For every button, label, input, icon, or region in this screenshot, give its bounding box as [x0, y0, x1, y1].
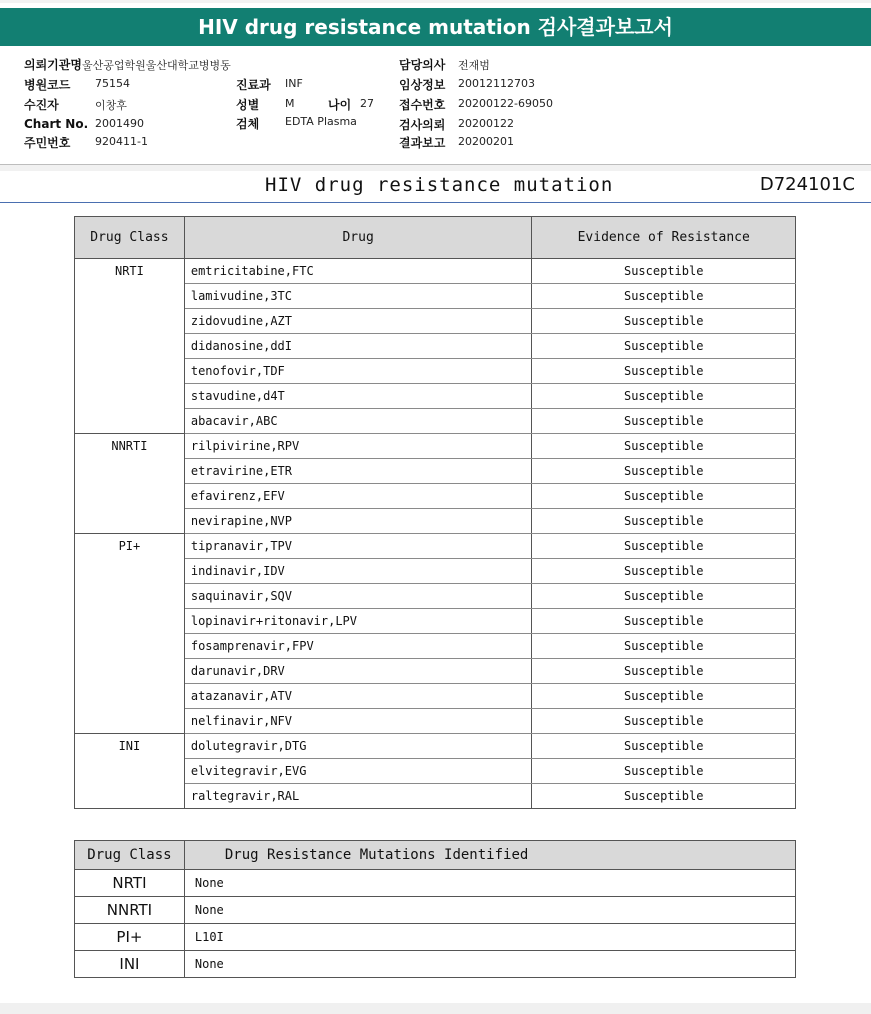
header-evidence: Evidence of Resistance — [532, 217, 796, 259]
drug-cell: dolutegravir,DTG — [184, 734, 532, 759]
drug-class-cell: NNRTI — [75, 434, 185, 534]
chart-no-value: 2001490 — [95, 117, 144, 130]
resistance-result-cell: Susceptible — [532, 534, 796, 559]
table-header-row — [75, 217, 796, 259]
result-report-label: 결과보고 — [399, 136, 446, 150]
resistance-result-cell: Susceptible — [532, 509, 796, 534]
resistance-result-cell: Susceptible — [532, 409, 796, 434]
drug-class-cell: PI+ — [75, 534, 185, 734]
subtitle-underline — [0, 202, 871, 203]
table-row — [75, 897, 796, 924]
doctor-value: 전재범 — [458, 59, 490, 72]
resistance-result-cell: Susceptible — [532, 559, 796, 584]
resistance-table — [74, 216, 796, 809]
receipt-no-label: 접수번호 — [399, 98, 446, 112]
drug-cell: emtricitabine,FTC — [184, 259, 532, 284]
top-border — [0, 0, 871, 3]
resistance-result-cell: Susceptible — [532, 759, 796, 784]
drug-cell: fosamprenavir,FPV — [184, 634, 532, 659]
resistance-result-cell: Susceptible — [532, 659, 796, 684]
resistance-result-cell: Susceptible — [532, 259, 796, 284]
drug-cell: stavudine,d4T — [184, 384, 532, 409]
resistance-result-cell: Susceptible — [532, 709, 796, 734]
resistance-result-cell: Susceptible — [532, 334, 796, 359]
chart-no-label: Chart No. — [24, 117, 89, 131]
test-request-label: 검사의뢰 — [399, 118, 446, 132]
drug-cell: raltegravir,RAL — [184, 784, 532, 809]
resistance-result-cell: Susceptible — [532, 584, 796, 609]
age-value: 27 — [360, 97, 374, 110]
patient-info — [0, 50, 871, 162]
header-drug-class: Drug Class — [75, 217, 185, 259]
drug-cell: etravirine,ETR — [184, 459, 532, 484]
header-mutations: Drug Resistance Mutations Identified — [184, 841, 795, 870]
drug-cell: efavirenz,EFV — [184, 484, 532, 509]
resistance-result-cell: Susceptible — [532, 609, 796, 634]
specimen-value: EDTA Plasma — [285, 115, 357, 128]
resistance-result-cell: Susceptible — [532, 359, 796, 384]
resistance-table-body — [75, 259, 796, 809]
hospital-code-value: 75154 — [95, 77, 130, 90]
drug-cell: tipranavir,TPV — [184, 534, 532, 559]
clinical-info-label: 임상정보 — [399, 78, 446, 92]
drug-cell: nelfinavir,NFV — [184, 709, 532, 734]
sex-label: 성별 — [236, 98, 260, 112]
report-subtitle: HIV drug resistance mutation — [265, 174, 614, 196]
age-label: 나이 — [328, 98, 352, 112]
table-row — [75, 534, 796, 559]
requesting-institution-value: 울산공업학원울산대학교병병동 — [82, 59, 231, 72]
drug-cell: indinavir,IDV — [184, 559, 532, 584]
drug-class-cell: INI — [75, 951, 185, 978]
resistance-result-cell: Susceptible — [532, 484, 796, 509]
receipt-no-value: 20200122-69050 — [458, 97, 553, 110]
drug-cell: rilpivirine,RPV — [184, 434, 532, 459]
mutation-table — [74, 840, 796, 978]
resistance-result-cell: Susceptible — [532, 734, 796, 759]
report-title: HIV drug resistance mutation 검사결과보고서 — [0, 8, 871, 46]
test-request-value: 20200122 — [458, 117, 514, 130]
drug-cell: lamivudine,3TC — [184, 284, 532, 309]
drug-cell: nevirapine,NVP — [184, 509, 532, 534]
header-drug-class: Drug Class — [75, 841, 185, 870]
resident-no-value: 920411-1 — [95, 135, 148, 148]
resistance-result-cell: Susceptible — [532, 284, 796, 309]
header-drug: Drug — [184, 217, 532, 259]
drug-class-cell: INI — [75, 734, 185, 809]
mutation-table-body — [75, 870, 796, 978]
hospital-code-label: 병원코드 — [24, 78, 71, 92]
drug-cell: zidovudine,AZT — [184, 309, 532, 334]
mutations-cell: None — [184, 897, 795, 924]
result-report-value: 20200201 — [458, 135, 514, 148]
drug-cell: lopinavir+ritonavir,LPV — [184, 609, 532, 634]
mutations-cell: None — [184, 870, 795, 897]
resistance-result-cell: Susceptible — [532, 384, 796, 409]
drug-class-cell: PI+ — [75, 924, 185, 951]
table-row — [75, 434, 796, 459]
resistance-result-cell: Susceptible — [532, 309, 796, 334]
drug-cell: elvitegravir,EVG — [184, 759, 532, 784]
resident-no-label: 주민번호 — [24, 136, 71, 150]
requesting-institution-label: 의뢰기관명 — [24, 58, 82, 72]
resistance-result-cell: Susceptible — [532, 434, 796, 459]
resistance-result-cell: Susceptible — [532, 684, 796, 709]
table-row — [75, 924, 796, 951]
sex-value: M — [285, 97, 295, 110]
table-row — [75, 951, 796, 978]
drug-cell: abacavir,ABC — [184, 409, 532, 434]
drug-class-cell: NNRTI — [75, 897, 185, 924]
table-row — [75, 734, 796, 759]
drug-cell: atazanavir,ATV — [184, 684, 532, 709]
collector-value: 이창후 — [95, 99, 127, 112]
drug-cell: darunavir,DRV — [184, 659, 532, 684]
mutations-cell: None — [184, 951, 795, 978]
drug-cell: tenofovir,TDF — [184, 359, 532, 384]
table-row — [75, 259, 796, 284]
department-label: 진료과 — [236, 78, 271, 92]
drug-cell: didanosine,ddI — [184, 334, 532, 359]
drug-class-cell: NRTI — [75, 259, 185, 434]
table-row — [75, 870, 796, 897]
clinical-info-value: 20012112703 — [458, 77, 535, 90]
drug-class-cell: NRTI — [75, 870, 185, 897]
report-code: D724101C — [759, 174, 855, 195]
specimen-label: 검체 — [236, 117, 260, 131]
collector-label: 수진자 — [24, 98, 59, 112]
doctor-label: 담당의사 — [399, 58, 446, 72]
resistance-result-cell: Susceptible — [532, 459, 796, 484]
drug-cell: saquinavir,SQV — [184, 584, 532, 609]
table-header-row — [75, 841, 796, 870]
department-value: INF — [285, 77, 303, 90]
section-divider-shade — [0, 165, 871, 171]
resistance-result-cell: Susceptible — [532, 634, 796, 659]
mutations-cell: L10I — [184, 924, 795, 951]
footer-bar — [0, 1003, 871, 1014]
resistance-result-cell: Susceptible — [532, 784, 796, 809]
